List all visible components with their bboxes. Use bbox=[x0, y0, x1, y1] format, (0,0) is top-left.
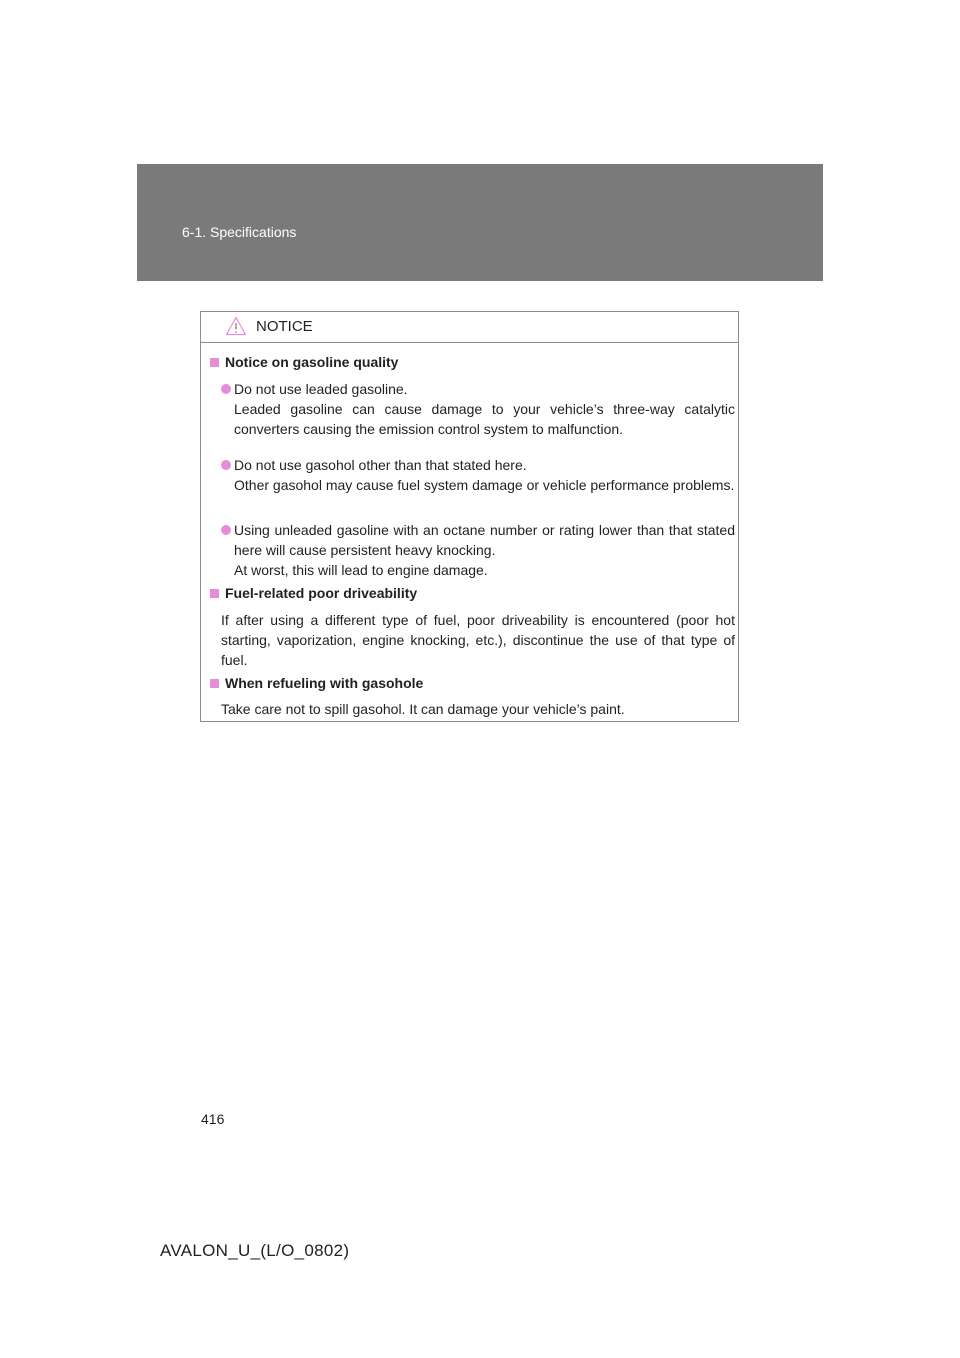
section-heading-refueling: When refueling with gasohole bbox=[210, 673, 423, 693]
page-number: 416 bbox=[201, 1111, 225, 1127]
item-lead-text: Using unleaded gasoline with an octane number or rating lower than that stated here will cause persistent heavy knocking. bbox=[234, 522, 735, 558]
item-lead-text: Do not use gasohol other than that stated here. bbox=[234, 457, 527, 473]
dot-bullet-icon bbox=[221, 525, 231, 535]
section-heading-gasoline-quality: Notice on gasoline quality bbox=[210, 352, 398, 372]
notice-box bbox=[200, 311, 739, 722]
item-body-text: Leaded gasoline can cause damage to your vehicle’s three-way catalytic converters causing the emission control system to malfunction. bbox=[234, 401, 735, 437]
dot-bullet-icon bbox=[221, 460, 231, 470]
item-body-text: Other gasohol may cause fuel system damage or vehicle performance problems. bbox=[234, 477, 735, 493]
square-bullet-icon bbox=[210, 679, 219, 688]
footer-code: AVALON_U_(L/O_0802) bbox=[160, 1241, 350, 1260]
section-body-text: Take care not to spill gasohol. It can damage your vehicle’s paint. bbox=[221, 701, 625, 717]
section-header-band bbox=[137, 164, 823, 281]
item-body-text: At worst, this will lead to engine damage. bbox=[234, 562, 488, 578]
notice-title: NOTICE bbox=[256, 318, 313, 335]
square-bullet-icon bbox=[210, 358, 219, 367]
section-title: 6-1. Specifications bbox=[182, 224, 297, 240]
list-item bbox=[221, 520, 735, 580]
list-item bbox=[221, 379, 735, 439]
section-body-text: If after using a different type of fuel, poor driveability is encountered (poor hot starting, vaporization, engine knocking, etc.), discontinue the use of that type of fuel. bbox=[221, 612, 735, 668]
warning-icon bbox=[225, 316, 247, 336]
item-lead-text: Do not use leaded gasoline. bbox=[234, 381, 408, 397]
section-heading-driveability: Fuel-related poor driveability bbox=[210, 583, 417, 603]
dot-bullet-icon bbox=[221, 384, 231, 394]
notice-header bbox=[201, 312, 738, 343]
square-bullet-icon bbox=[210, 589, 219, 598]
list-item bbox=[221, 455, 735, 495]
